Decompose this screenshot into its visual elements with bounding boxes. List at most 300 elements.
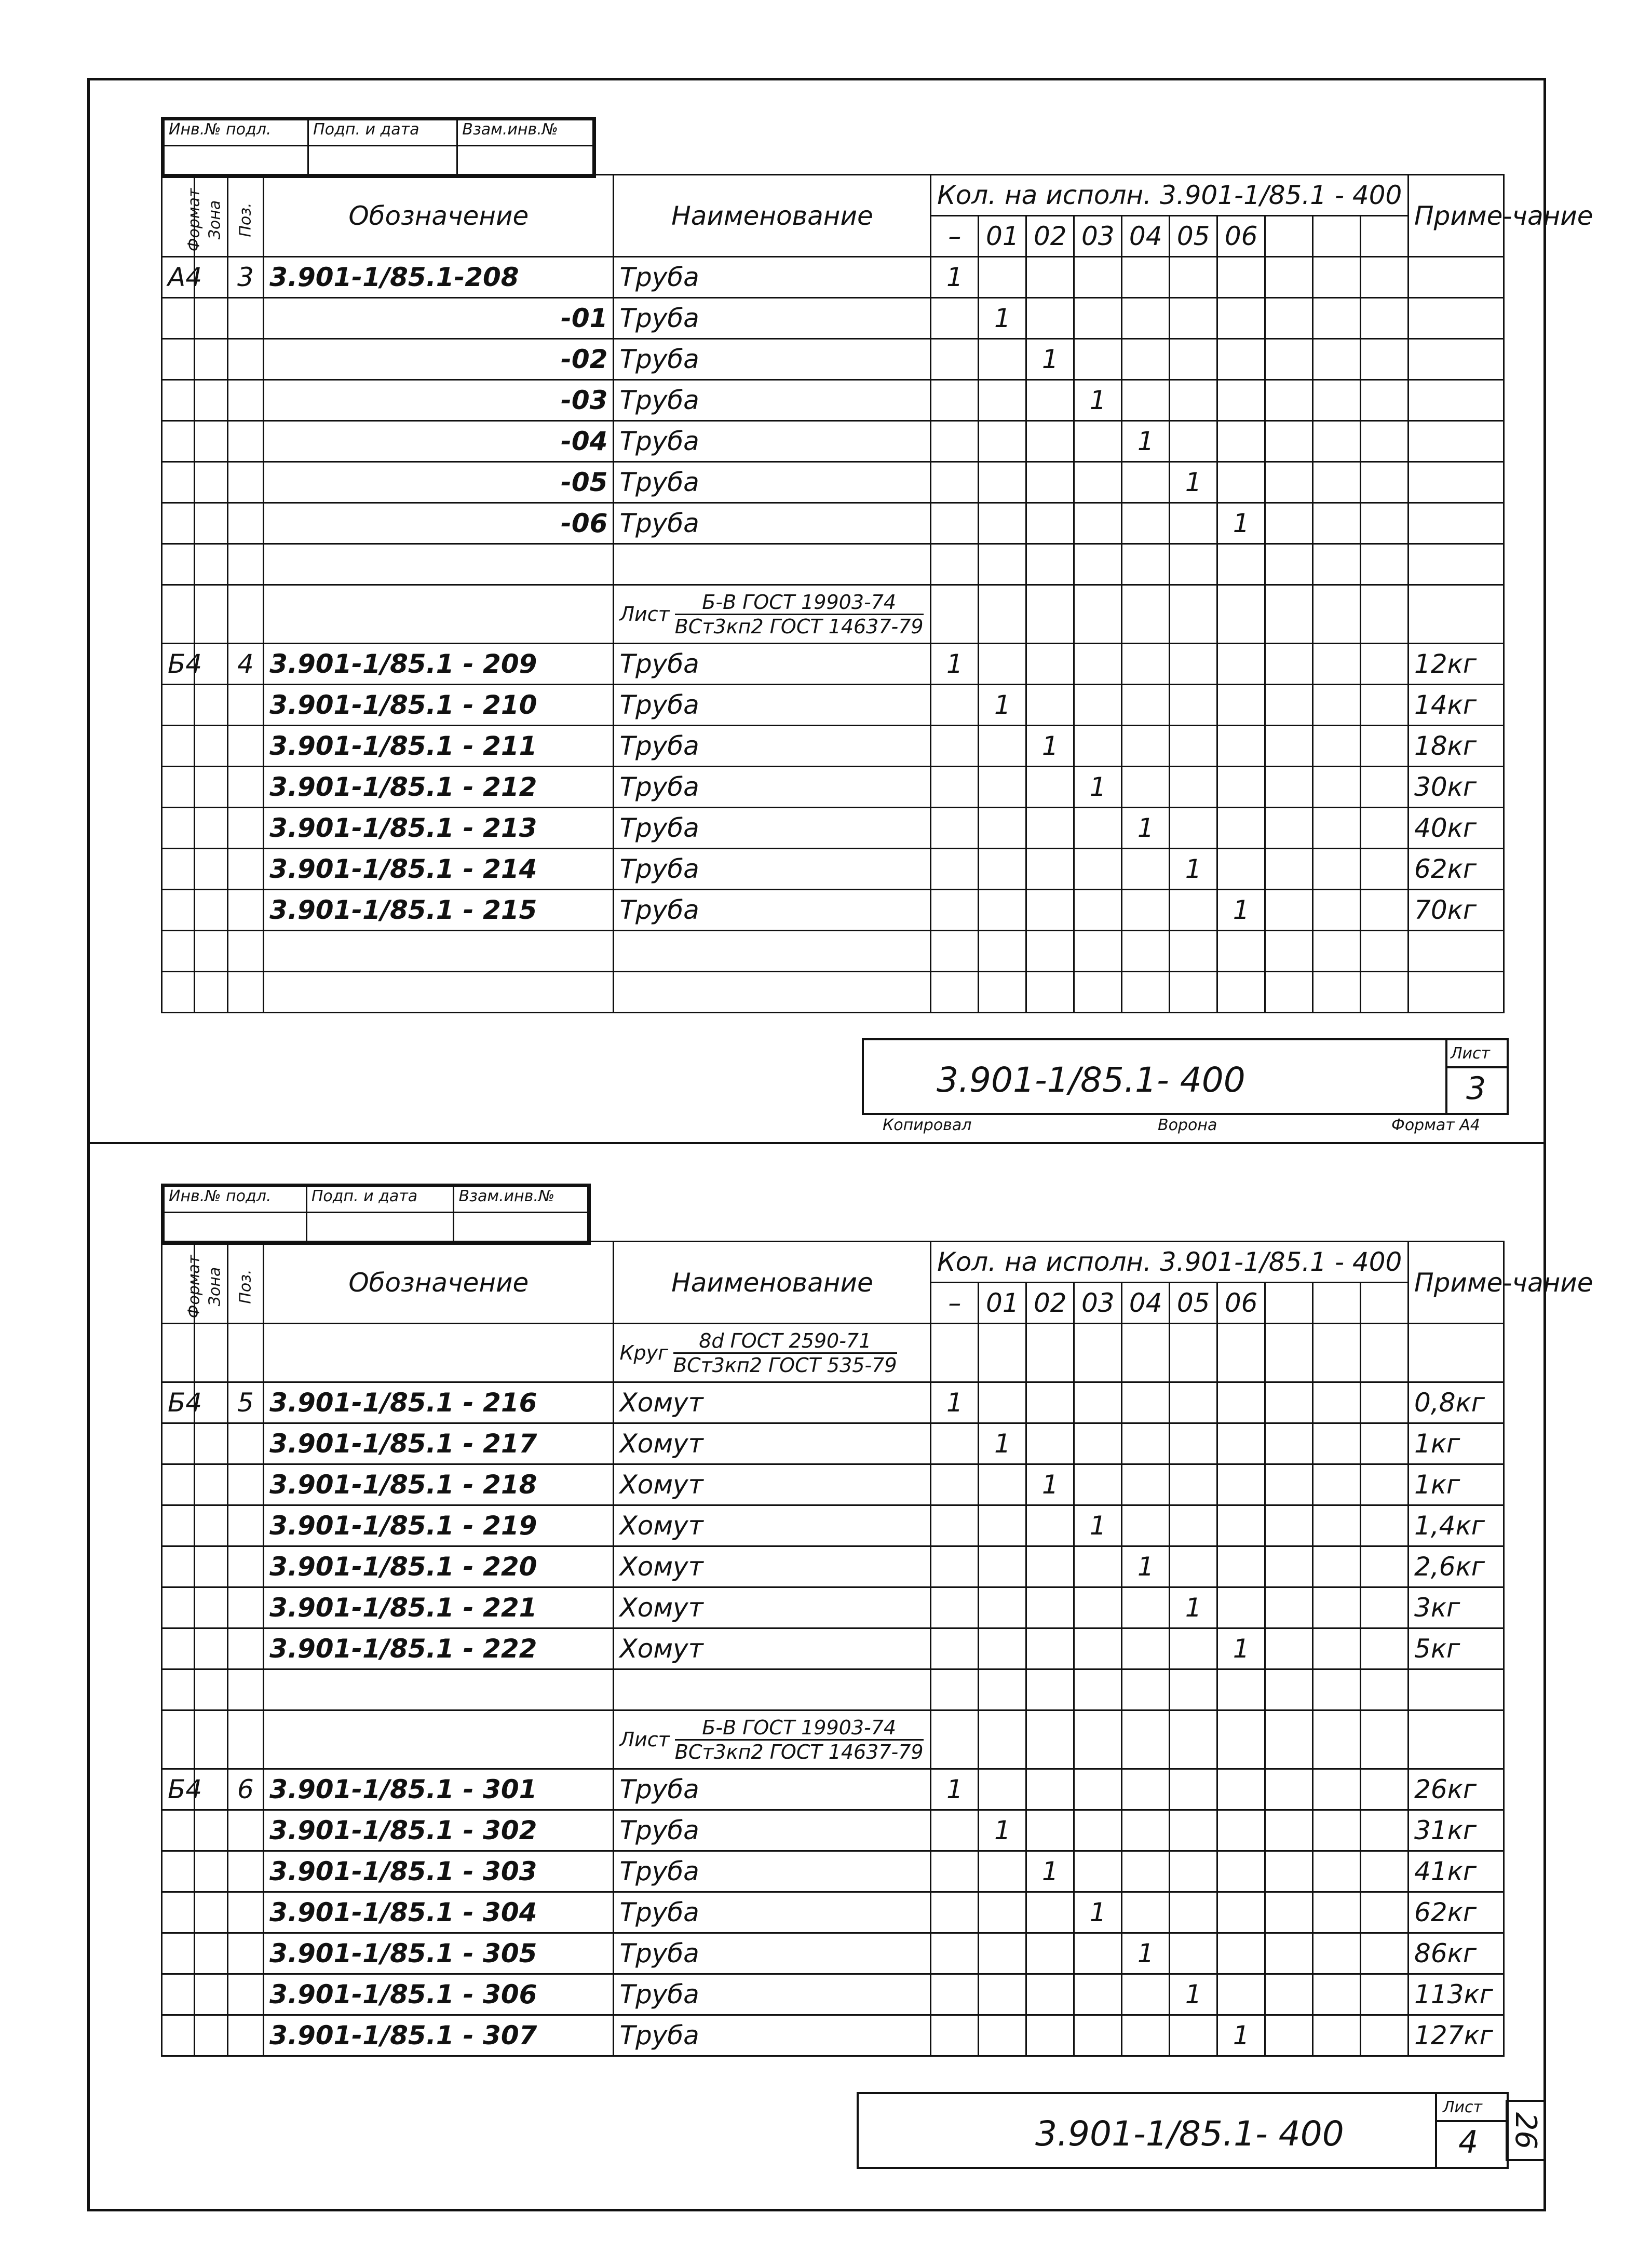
header-row — [162, 1242, 1504, 1283]
designation-cell: 3.901-1/85.1 - 214 — [264, 849, 614, 890]
empty-cell — [1122, 644, 1170, 685]
variant-header — [1361, 216, 1409, 257]
position-cell — [227, 1851, 263, 1892]
empty-cell — [1026, 644, 1074, 685]
designation-cell: 3.901-1/85.1 - 211 — [264, 726, 614, 767]
format-cell — [162, 1423, 195, 1464]
position-cell — [227, 1628, 263, 1669]
empty-cell — [1361, 808, 1409, 849]
zone-cell — [195, 1628, 227, 1669]
empty-cell — [1217, 1851, 1265, 1892]
quantity-cell: 1 — [1074, 1892, 1122, 1933]
material-grade: ВСт3кп2 ГОСТ 14637-79 — [674, 1740, 924, 1763]
document-code: 3.901-1/85.1- 400 — [937, 1060, 1245, 1100]
position-cell — [227, 849, 263, 890]
empty-cell — [1265, 726, 1313, 767]
empty-cell — [1313, 685, 1361, 726]
empty-cell — [195, 544, 227, 585]
format-cell: Б4 — [162, 644, 195, 685]
name-cell: Труба — [614, 2015, 931, 2056]
empty-cell — [1074, 1851, 1122, 1892]
designation-cell: 3.901-1/85.1 - 304 — [264, 1892, 614, 1933]
table-row — [162, 890, 1504, 931]
empty-cell — [1265, 1587, 1313, 1628]
name-cell: Труба — [614, 298, 931, 339]
variant-header: 02 — [1026, 1283, 1074, 1324]
empty-cell — [979, 1382, 1026, 1423]
table-row — [162, 544, 1504, 585]
format-cell — [162, 1933, 195, 1974]
format-cell — [162, 849, 195, 890]
empty-cell — [1361, 644, 1409, 685]
empty-cell — [1265, 298, 1313, 339]
table-row — [162, 298, 1504, 339]
sheet-label: Лист — [1443, 2098, 1483, 2116]
designation-cell: 3.901-1/85.1 - 215 — [264, 890, 614, 931]
table-row — [162, 257, 1504, 298]
empty-cell — [1217, 1587, 1265, 1628]
empty-cell — [1122, 1892, 1170, 1933]
empty-cell — [1026, 2015, 1074, 2056]
empty-cell — [1074, 1710, 1122, 1769]
empty-cell — [1313, 1587, 1361, 1628]
quantity-cell: 1 — [979, 1423, 1026, 1464]
empty-cell — [1361, 421, 1409, 462]
empty-cell — [931, 380, 979, 421]
empty-cell — [931, 1892, 979, 1933]
quantity-cell: 1 — [1170, 849, 1217, 890]
empty-cell — [1170, 890, 1217, 931]
empty-cell — [1265, 849, 1313, 890]
variant-header: 03 — [1074, 216, 1122, 257]
empty-cell — [1265, 685, 1313, 726]
empty-cell — [1313, 931, 1361, 972]
table-row — [162, 585, 1504, 644]
zone-cell — [195, 298, 227, 339]
empty-cell — [1122, 1587, 1170, 1628]
empty-cell — [1074, 2015, 1122, 2056]
quantity-header: Кол. на исполн. 3.901-1/85.1 - 400 — [931, 175, 1409, 216]
material-cell — [614, 1710, 931, 1769]
empty-cell — [1122, 767, 1170, 808]
empty-cell — [1074, 972, 1122, 1013]
empty-cell — [931, 1810, 979, 1851]
empty-cell — [264, 544, 614, 585]
table-row — [162, 339, 1504, 380]
empty-cell — [979, 585, 1026, 644]
empty-cell — [614, 972, 931, 1013]
empty-cell — [1265, 1324, 1313, 1382]
table-row — [162, 2015, 1504, 2056]
table-row — [162, 767, 1504, 808]
empty-cell — [931, 1464, 979, 1505]
empty-cell — [1361, 339, 1409, 380]
material-grade: ВСт3кп2 ГОСТ 535-79 — [673, 1353, 897, 1377]
material-type: Круг — [619, 1341, 669, 1364]
empty-cell — [979, 1769, 1026, 1810]
empty-cell — [979, 1892, 1026, 1933]
stamp-cell: Подп. и дата — [306, 1187, 454, 1213]
position-cell — [227, 380, 263, 421]
zone-header: Зона — [195, 175, 227, 257]
designation-cell: 3.901-1/85.1 - 221 — [264, 1587, 614, 1628]
empty-cell — [931, 339, 979, 380]
empty-cell — [1313, 972, 1361, 1013]
empty-cell — [1217, 544, 1265, 585]
empty-cell — [1265, 644, 1313, 685]
designation-cell: 3.901-1/85.1 - 218 — [264, 1464, 614, 1505]
page-number: 26 — [1506, 2100, 1546, 2161]
quantity-cell: 1 — [1122, 808, 1170, 849]
note-cell — [1409, 298, 1504, 339]
quantity-cell: 1 — [1122, 421, 1170, 462]
empty-cell — [264, 1669, 614, 1710]
note-cell — [1409, 380, 1504, 421]
empty-cell — [1170, 1710, 1217, 1769]
sheet-number: 4 — [1458, 2124, 1479, 2161]
designation-cell: 3.901-1/85.1 - 217 — [264, 1423, 614, 1464]
name-cell: Труба — [614, 808, 931, 849]
note-cell — [1409, 503, 1504, 544]
empty-cell — [979, 2015, 1026, 2056]
empty-cell — [1026, 1505, 1074, 1546]
document-code: 3.901-1/85.1- 400 — [1035, 2114, 1344, 2154]
position-cell — [227, 462, 263, 503]
empty-cell — [1313, 1628, 1361, 1669]
empty-cell — [1026, 890, 1074, 931]
empty-cell — [227, 585, 263, 644]
empty-cell — [1361, 1669, 1409, 1710]
name-cell: Труба — [614, 685, 931, 726]
empty-cell — [1217, 931, 1265, 972]
empty-cell — [162, 1324, 195, 1382]
table-row — [162, 1464, 1504, 1505]
empty-cell — [1409, 1324, 1504, 1382]
name-header: Наименование — [614, 175, 931, 257]
empty-cell — [1361, 1974, 1409, 2015]
empty-cell — [1170, 972, 1217, 1013]
empty-cell — [931, 1628, 979, 1669]
empty-cell — [1170, 544, 1217, 585]
zone-header: Зона — [195, 1242, 227, 1324]
spec-table-2 — [161, 1241, 1593, 2057]
empty-cell — [1361, 380, 1409, 421]
spec-table-1 — [161, 174, 1593, 1013]
name-cell: Труба — [614, 1851, 931, 1892]
empty-cell — [227, 544, 263, 585]
empty-cell — [1217, 298, 1265, 339]
format-cell: А4 — [162, 257, 195, 298]
note-cell: 70кг — [1409, 890, 1504, 931]
variant-header — [1313, 1283, 1361, 1324]
empty-cell — [931, 421, 979, 462]
empty-cell — [1170, 1933, 1217, 1974]
zone-cell — [195, 421, 227, 462]
variant-header: 02 — [1026, 216, 1074, 257]
empty-cell — [979, 890, 1026, 931]
empty-cell — [1074, 257, 1122, 298]
empty-cell — [1170, 685, 1217, 726]
position-cell — [227, 685, 263, 726]
empty-cell — [1026, 1546, 1074, 1587]
variant-header — [1265, 216, 1313, 257]
note-cell: 12кг — [1409, 644, 1504, 685]
empty-cell — [1361, 1851, 1409, 1892]
empty-cell — [1074, 503, 1122, 544]
empty-cell — [979, 1974, 1026, 2015]
format-header: Формат — [162, 1242, 195, 1324]
empty-cell — [931, 808, 979, 849]
format-cell — [162, 1810, 195, 1851]
empty-cell — [162, 931, 195, 972]
zone-cell — [195, 503, 227, 544]
empty-cell — [1170, 1505, 1217, 1546]
designation-cell: 3.901-1/85.1-208 — [264, 257, 614, 298]
format-cell — [162, 1546, 195, 1587]
table-row — [162, 1324, 1504, 1382]
variant-header: 04 — [1122, 216, 1170, 257]
empty-cell — [1217, 1382, 1265, 1423]
empty-cell — [979, 421, 1026, 462]
empty-cell — [1361, 544, 1409, 585]
format-cell — [162, 808, 195, 849]
format-cell — [162, 503, 195, 544]
empty-cell — [1361, 1933, 1409, 1974]
empty-cell — [1361, 849, 1409, 890]
name-cell: Труба — [614, 849, 931, 890]
zone-cell — [195, 1810, 227, 1851]
empty-cell — [931, 1505, 979, 1546]
empty-cell — [1170, 2015, 1217, 2056]
table-row — [162, 380, 1504, 421]
name-cell: Хомут — [614, 1464, 931, 1505]
empty-cell — [1217, 1933, 1265, 1974]
empty-cell — [1361, 1710, 1409, 1769]
empty-cell — [1074, 931, 1122, 972]
empty-cell — [931, 685, 979, 726]
table-row — [162, 1505, 1504, 1546]
empty-cell — [979, 726, 1026, 767]
note-cell — [1409, 462, 1504, 503]
quantity-cell: 1 — [1074, 767, 1122, 808]
table-row — [162, 808, 1504, 849]
empty-cell — [979, 1546, 1026, 1587]
note-cell: 113кг — [1409, 1974, 1504, 2015]
empty-cell — [931, 931, 979, 972]
empty-cell — [1074, 1769, 1122, 1810]
designation-cell: 3.901-1/85.1 - 302 — [264, 1810, 614, 1851]
empty-cell — [931, 849, 979, 890]
empty-cell — [931, 1324, 979, 1382]
empty-cell — [1026, 808, 1074, 849]
stamp-cell: Инв.№ подл. — [164, 1187, 307, 1213]
material-cell — [614, 585, 931, 644]
title-block-2 — [857, 2092, 1509, 2169]
empty-cell — [1170, 1892, 1217, 1933]
empty-cell — [1313, 1933, 1361, 1974]
empty-cell — [195, 1324, 227, 1382]
quantity-cell: 1 — [931, 1769, 979, 1810]
quantity-cell: 1 — [1217, 2015, 1265, 2056]
position-cell — [227, 808, 263, 849]
empty-cell — [1170, 380, 1217, 421]
format-cell — [162, 339, 195, 380]
quantity-cell: 1 — [1026, 1851, 1074, 1892]
position-cell — [227, 726, 263, 767]
empty-cell — [1313, 339, 1361, 380]
empty-cell — [162, 1710, 195, 1769]
designation-cell: 3.901-1/85.1 - 209 — [264, 644, 614, 685]
empty-cell — [1217, 380, 1265, 421]
empty-cell — [1313, 585, 1361, 644]
zone-cell — [195, 462, 227, 503]
variant-header — [1361, 1283, 1409, 1324]
empty-cell — [1409, 1669, 1504, 1710]
note-cell: 30кг — [1409, 767, 1504, 808]
empty-cell — [195, 931, 227, 972]
quantity-cell: 1 — [931, 644, 979, 685]
empty-cell — [979, 1505, 1026, 1546]
empty-cell — [1361, 1324, 1409, 1382]
position-cell — [227, 1464, 263, 1505]
empty-cell — [1313, 1769, 1361, 1810]
empty-cell — [1074, 726, 1122, 767]
quantity-cell: 1 — [1170, 462, 1217, 503]
empty-cell — [1313, 767, 1361, 808]
position-cell — [227, 1974, 263, 2015]
empty-cell — [931, 1423, 979, 1464]
stamp-cell: Подп. и дата — [308, 120, 457, 146]
zone-cell — [195, 380, 227, 421]
empty-cell — [1026, 298, 1074, 339]
variant-header: 01 — [979, 1283, 1026, 1324]
empty-cell — [1122, 1810, 1170, 1851]
quantity-cell: 1 — [979, 685, 1026, 726]
designation-cell: 3.901-1/85.1 - 303 — [264, 1851, 614, 1892]
empty-cell — [1170, 339, 1217, 380]
zone-cell — [195, 1505, 227, 1546]
empty-cell — [1026, 1382, 1074, 1423]
empty-cell — [1361, 1546, 1409, 1587]
empty-cell — [1313, 726, 1361, 767]
empty-cell — [1074, 1324, 1122, 1382]
empty-cell — [1265, 1810, 1313, 1851]
empty-cell — [1074, 1423, 1122, 1464]
format-cell — [162, 1851, 195, 1892]
designation-cell: 3.901-1/85.1 - 307 — [264, 2015, 614, 2056]
empty-cell — [1026, 1628, 1074, 1669]
empty-cell — [1265, 1851, 1313, 1892]
variant-header: 06 — [1217, 216, 1265, 257]
empty-cell — [1122, 1710, 1170, 1769]
material-spec — [619, 1329, 925, 1377]
variant-header: – — [931, 1283, 979, 1324]
empty-cell — [979, 808, 1026, 849]
empty-cell — [1361, 767, 1409, 808]
name-cell: Хомут — [614, 1382, 931, 1423]
empty-cell — [1361, 585, 1409, 644]
empty-cell — [1217, 421, 1265, 462]
table-row — [162, 1892, 1504, 1933]
empty-cell — [1265, 1423, 1313, 1464]
footer-format: Формат А4 — [1391, 1116, 1480, 1134]
position-cell — [227, 1423, 263, 1464]
note-header: Приме-чание — [1409, 175, 1504, 257]
empty-cell — [979, 257, 1026, 298]
name-cell: Труба — [614, 644, 931, 685]
empty-cell — [1265, 1628, 1313, 1669]
quantity-cell: 1 — [1217, 1628, 1265, 1669]
empty-cell — [614, 544, 931, 585]
variant-header: 05 — [1170, 1283, 1217, 1324]
empty-cell — [1265, 1892, 1313, 1933]
empty-cell — [1122, 585, 1170, 644]
empty-cell — [1122, 972, 1170, 1013]
position-cell — [227, 1810, 263, 1851]
designation-cell: 3.901-1/85.1 - 216 — [264, 1382, 614, 1423]
note-cell: 62кг — [1409, 849, 1504, 890]
empty-cell — [264, 1710, 614, 1769]
variant-header: 03 — [1074, 1283, 1122, 1324]
position-cell — [227, 1892, 263, 1933]
sheet-number: 3 — [1466, 1070, 1486, 1107]
empty-cell — [1074, 462, 1122, 503]
name-cell: Хомут — [614, 1505, 931, 1546]
quantity-cell: 1 — [1122, 1546, 1170, 1587]
empty-cell — [1361, 257, 1409, 298]
empty-cell — [1217, 685, 1265, 726]
table-row — [162, 726, 1504, 767]
empty-cell — [264, 972, 614, 1013]
format-cell — [162, 462, 195, 503]
empty-cell — [979, 462, 1026, 503]
empty-cell — [1170, 726, 1217, 767]
empty-cell — [1217, 726, 1265, 767]
empty-cell — [1026, 972, 1074, 1013]
table-row — [162, 1423, 1504, 1464]
zone-cell — [195, 339, 227, 380]
empty-cell — [1313, 257, 1361, 298]
empty-cell — [931, 1710, 979, 1769]
empty-cell — [1265, 585, 1313, 644]
table-row — [162, 972, 1504, 1013]
empty-cell — [931, 1974, 979, 2015]
empty-cell — [979, 1851, 1026, 1892]
empty-cell — [1122, 1464, 1170, 1505]
empty-cell — [1122, 257, 1170, 298]
empty-cell — [1074, 298, 1122, 339]
name-cell: Труба — [614, 1810, 931, 1851]
empty-cell — [1265, 767, 1313, 808]
designation-cell: 3.901-1/85.1 - 306 — [264, 1974, 614, 2015]
empty-cell — [1361, 972, 1409, 1013]
empty-cell — [1074, 1464, 1122, 1505]
table-row — [162, 503, 1504, 544]
empty-cell — [1170, 767, 1217, 808]
empty-cell — [1313, 1669, 1361, 1710]
quantity-cell: 1 — [931, 257, 979, 298]
empty-cell — [1026, 1933, 1074, 1974]
format-cell — [162, 1628, 195, 1669]
material-type: Лист — [619, 1728, 670, 1751]
name-cell: Труба — [614, 257, 931, 298]
empty-cell — [979, 380, 1026, 421]
designation-cell: 3.901-1/85.1 - 305 — [264, 1933, 614, 1974]
material-fraction — [673, 1329, 897, 1377]
table-row — [162, 1669, 1504, 1710]
note-cell: 3кг — [1409, 1587, 1504, 1628]
empty-cell — [1313, 1505, 1361, 1546]
